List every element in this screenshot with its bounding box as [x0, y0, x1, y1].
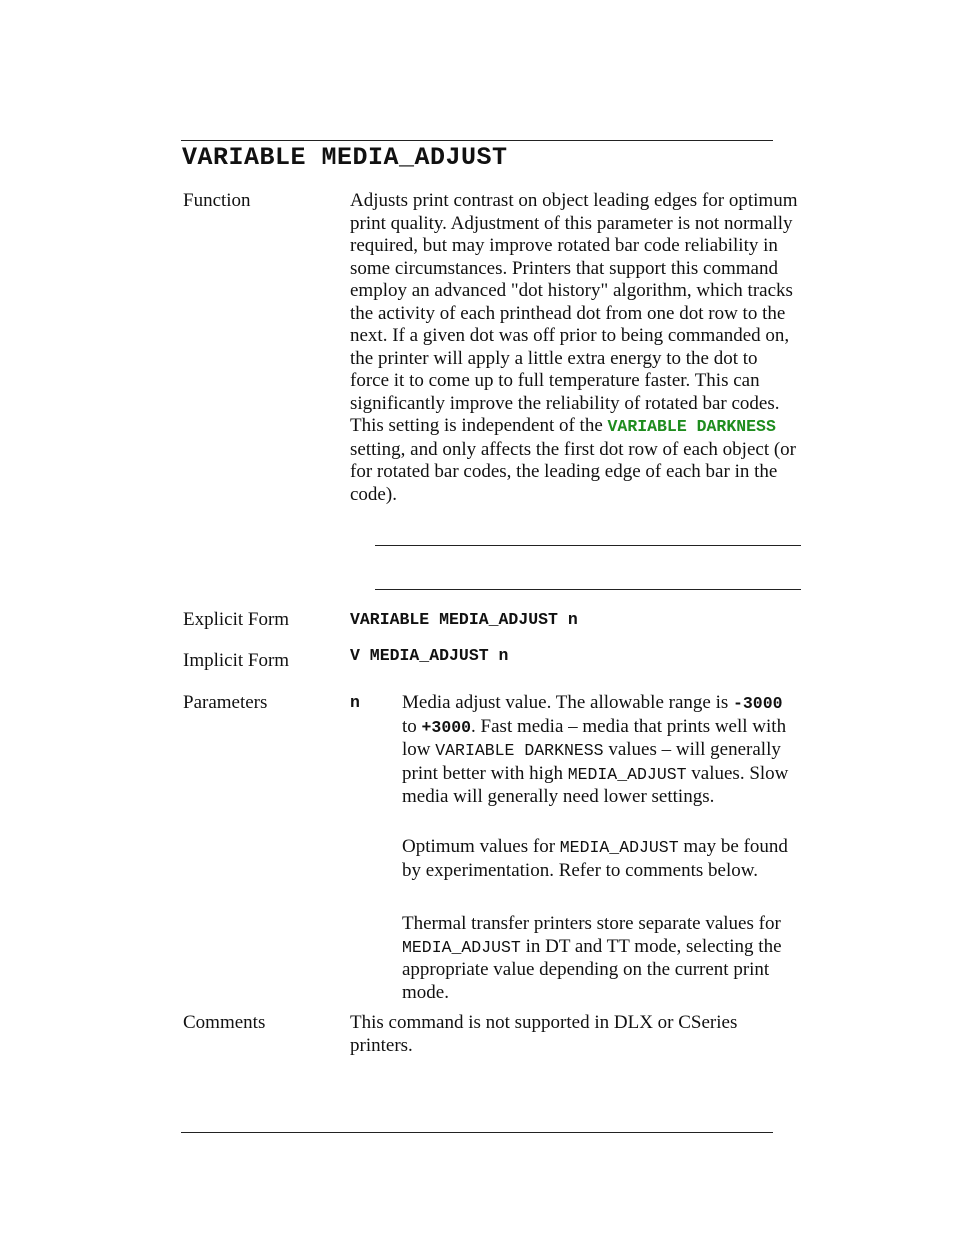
- param-text-1e: values. Slow media will generally need lower settings.: [402, 762, 789, 807]
- param-text-1c: . Fast media – media that prints well with low: [402, 715, 787, 760]
- page-title: VARIABLE MEDIA_ADJUST: [182, 143, 508, 172]
- parameters-label: Parameters: [183, 692, 268, 713]
- top-rule: [181, 140, 773, 141]
- param-text-1a: Media adjust value. The allowable range is: [402, 692, 733, 713]
- implicit-form-label: Implicit Form: [183, 650, 290, 671]
- parameter-name: n: [350, 693, 360, 712]
- range-max: +3000: [421, 717, 472, 737]
- param-text-2a: Optimum values for: [402, 836, 560, 857]
- function-text-a: Adjusts print contrast on object leading edges for optimum print quality. Adjustment of this parameter is not normally required, but may improve rotated bar code reliability in some circumstances. Printers that support this command employ an advanced "dot history" algorithm, which tracks the activity of each printhead dot from one dot row to the next. If a given dot was off prior to being commanded on, the printer will apply a little extra energy to the dot to force it to come up to full temperature faster. This can significantly improve the reliability of rotated bar codes. This setting is independent of the: [350, 190, 798, 436]
- code-variable-darkness: VARIABLE DARKNESS: [435, 741, 604, 760]
- param-text-3b: in DT and TT mode, selecting the appropriate value depending on the current print mode.: [402, 935, 782, 1003]
- code-media-adjust-3: MEDIA_ADJUST: [402, 937, 521, 957]
- code-media-adjust: MEDIA_ADJUST: [567, 764, 687, 784]
- comments-label: Comments: [183, 1012, 266, 1033]
- bottom-rule: [181, 1132, 773, 1133]
- variable-darkness-link[interactable]: VARIABLE DARKNESS: [607, 417, 776, 436]
- function-description: [350, 190, 800, 506]
- param-text-1b: to: [402, 715, 422, 737]
- comments-text: This command is not supported in DLX or CSeries printers.: [350, 1012, 738, 1056]
- note-rule-top: [375, 545, 801, 546]
- code-media-adjust-2: MEDIA_ADJUST: [559, 838, 679, 857]
- function-label: Function: [183, 190, 251, 211]
- implicit-form-value: V MEDIA_ADJUST n: [350, 646, 509, 665]
- param-text-2b: may be found by experimentation. Refer to comments below.: [402, 836, 788, 881]
- parameter-n-note-thermal: [402, 913, 802, 1004]
- note-rule-bottom: [375, 589, 801, 590]
- explicit-form-value: VARIABLE MEDIA_ADJUST n: [350, 610, 578, 629]
- parameter-n-description: [402, 692, 802, 809]
- explicit-form-label: Explicit Form: [183, 609, 290, 630]
- parameter-n-note-optimum: [402, 836, 802, 882]
- param-text-3a: Thermal transfer printers store separate values for: [402, 913, 781, 934]
- range-min: -3000: [733, 694, 783, 713]
- function-text-b: setting, and only affects the first dot row of each object (or for rotated bar codes, the leading edge of each bar in the code).: [350, 438, 797, 505]
- param-text-1d: values – will generally print better with high: [402, 739, 781, 784]
